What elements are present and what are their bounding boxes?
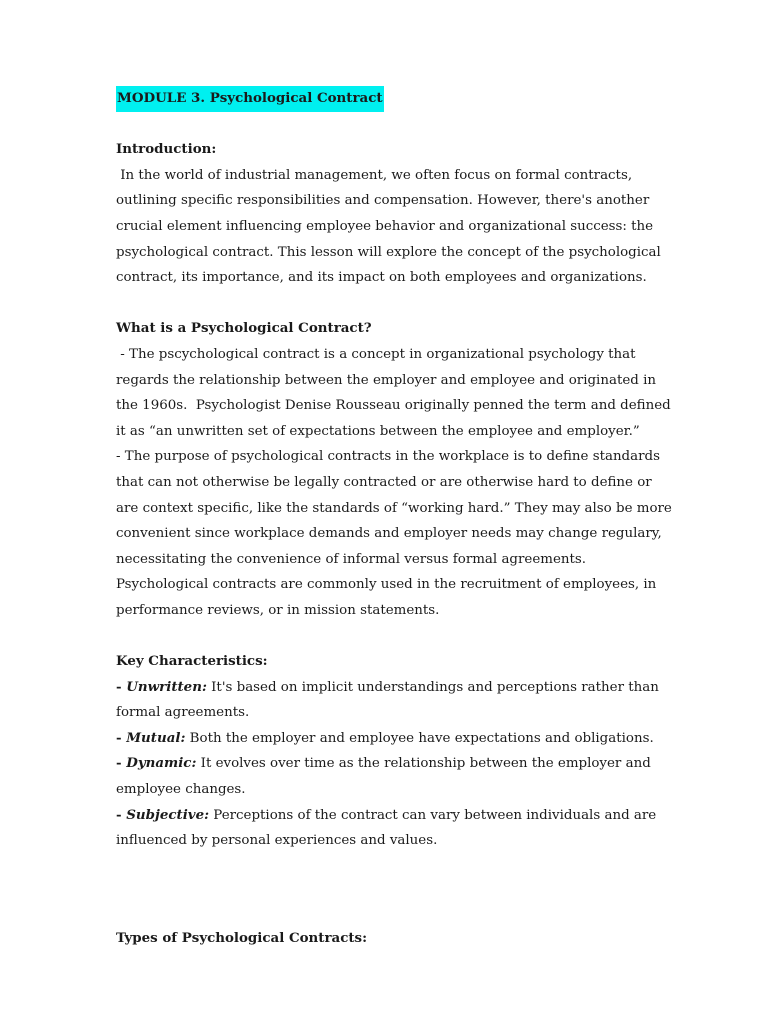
what-is-line: - The pscychological contract is a concept in organizational psychology that	[116, 346, 636, 362]
bullet-dash: -	[116, 678, 127, 695]
what-is-line: necessitating the convenience of informal versus formal agreements.	[116, 551, 587, 567]
bullet-dash: -	[116, 729, 127, 746]
key-characteristics-heading: Key Characteristics:	[116, 653, 268, 670]
what-is-line: convenient since workplace demands and employer needs may change regulary,	[116, 526, 662, 542]
intro-line: In the world of industrial management, we often focus on formal contracts,	[116, 167, 633, 183]
characteristic-text: It evolves over time as the relationship between the employer and	[196, 756, 651, 772]
module-title: MODULE 3. Psychological Contract	[116, 86, 384, 112]
characteristic-continuation: employee changes.	[116, 782, 246, 798]
characteristic-item-subjective	[116, 803, 656, 829]
what-is-heading: What is a Psychological Contract?	[116, 320, 372, 337]
characteristic-continuation: formal agreements.	[116, 705, 250, 721]
spacer	[116, 112, 656, 138]
characteristic-item-mutual	[116, 726, 656, 752]
characteristic-item-dynamic	[116, 751, 656, 777]
bullet-dash: -	[116, 755, 127, 772]
document-page	[116, 86, 672, 951]
characteristic-text: Perceptions of the contract can vary between individuals and are	[209, 807, 657, 823]
what-is-line: Psychological contracts are commonly used in the recruitment of employees, in	[116, 577, 657, 593]
what-is-line: the 1960s. Psychologist Denise Rousseau originally penned the term and defined	[116, 398, 671, 414]
spacer	[116, 854, 656, 926]
what-is-line: it as “an unwritten set of expectations between the employee and employer.”	[116, 423, 640, 439]
characteristic-term: Subjective:	[126, 806, 210, 823]
module-title-line	[116, 86, 656, 112]
bullet-dash: -	[116, 806, 127, 823]
what-is-line: are context specific, like the standards of “working hard.” They may also be more	[116, 500, 672, 516]
characteristic-term: Unwritten:	[126, 678, 207, 695]
spacer	[116, 623, 656, 649]
what-is-line: that can not otherwise be legally contracted or are otherwise hard to define or	[116, 474, 652, 490]
characteristic-text: It's based on implicit understandings and perceptions rather than	[206, 679, 659, 695]
intro-line: crucial element influencing employee behavior and organizational success: the	[116, 218, 654, 234]
characteristic-item-unwritten	[116, 675, 659, 701]
intro-line: outlining specific responsibilities and compensation. However, there's another	[116, 193, 650, 209]
introduction-heading: Introduction:	[116, 141, 217, 158]
what-is-line: regards the relationship between the employer and employee and originated in	[116, 372, 656, 388]
what-is-line: - The purpose of psychological contracts in the workplace is to define standards	[116, 449, 660, 465]
characteristic-term: Dynamic:	[126, 755, 197, 772]
spacer	[116, 291, 656, 317]
what-is-line: performance reviews, or in mission statements.	[116, 602, 440, 618]
characteristic-text: Both the employer and employee have expectations and obligations.	[185, 730, 654, 746]
characteristic-term: Mutual:	[126, 729, 186, 746]
characteristic-continuation: influenced by personal experiences and values.	[116, 833, 438, 849]
types-heading: Types of Psychological Contracts:	[116, 929, 368, 946]
intro-line: psychological contract. This lesson will explore the concept of the psychological	[116, 244, 661, 260]
intro-line: contract, its importance, and its impact on both employees and organizations.	[116, 270, 647, 286]
